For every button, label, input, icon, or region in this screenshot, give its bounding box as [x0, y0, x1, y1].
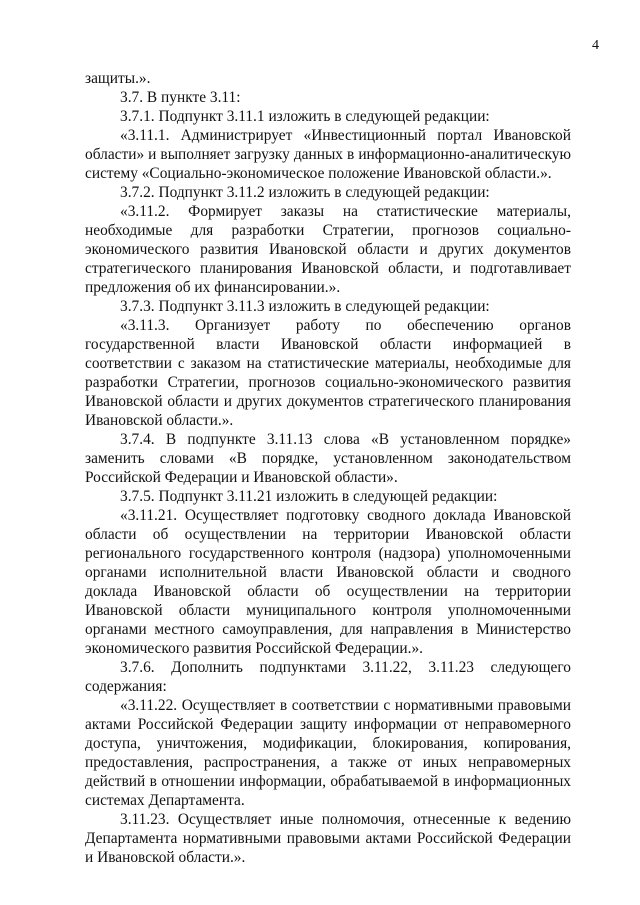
paragraph: 3.7. В пункте 3.11:: [120, 89, 241, 106]
paragraph: 3.7.3. Подпункт 3.11.3 изложить в следующей редакции:: [120, 298, 490, 315]
paragraph: 3.7.6. Дополнить подпунктами 3.11.22, 3.11.23 следующего содержания:: [85, 659, 571, 695]
paragraph: 3.7.5. Подпункт 3.11.21 изложить в следующей редакции:: [120, 488, 498, 505]
document-body: [85, 69, 571, 867]
paragraph: 3.7.4. В подпункте 3.11.13 слова «В установленном порядке» заменить словами «В порядке, установленном законодательством Российской Федерации и Ивановской области».: [85, 431, 571, 486]
paragraph: «3.11.2. Формирует заказы на статистические материалы, необходимые для разработки Стратегии, прогнозов социально-экономического развития Ивановской области и других документов стратегического планирования Ивановской области, и подготавливает предложения об их финансировании.».: [85, 203, 571, 296]
paragraph: «3.11.3. Организует работу по обеспечению органов государственной власти Ивановской области информацией в соответствии с заказом на статистические материалы, необходимые для разработки Стратегии, прогнозов социально-экономического развития Ивановской области и других документов стратегического планирования Ивановской области.».: [85, 317, 571, 429]
paragraph: 3.7.2. Подпункт 3.11.2 изложить в следующей редакции:: [120, 184, 490, 201]
paragraph: 3.7.1. Подпункт 3.11.1 изложить в следующей редакции:: [120, 108, 490, 125]
page-number: 4: [592, 38, 599, 53]
paragraph: «3.11.22. Осуществляет в соответствии с нормативными правовыми актами Российской Федерации защиту информации от неправомерного доступа, уничтожения, модификации, блокирования, копирования, предоставления, распространения, а также от иных неправомерных действий в отношении информации, обрабатываемой в информационных системах Департамента.: [85, 697, 571, 809]
paragraph: «3.11.1. Администрирует «Инвестиционный портал Ивановской области» и выполняет загрузку данных в информационно-аналитическую систему «Социально-экономическое положение Ивановской области.».: [85, 127, 571, 182]
paragraph: 3.11.23. Осуществляет иные полномочия, отнесенные к ведению Департамента нормативными правовыми актами Российской Федерации и Ивановской области.».: [85, 811, 571, 866]
paragraph: защиты.».: [85, 70, 151, 87]
paragraph: «3.11.21. Осуществляет подготовку сводного доклада Ивановской области об осуществлении на территории Ивановской области регионального государственного контроля (надзора) уполномоченными органами исполнительной власти Ивановской области и сводного доклада Ивановской области об осуществлении на территории Ивановской области муниципального контроля уполномоченными органами местного самоуправления, для направления в Министерство экономического развития Российской Федерации.».: [85, 507, 571, 657]
